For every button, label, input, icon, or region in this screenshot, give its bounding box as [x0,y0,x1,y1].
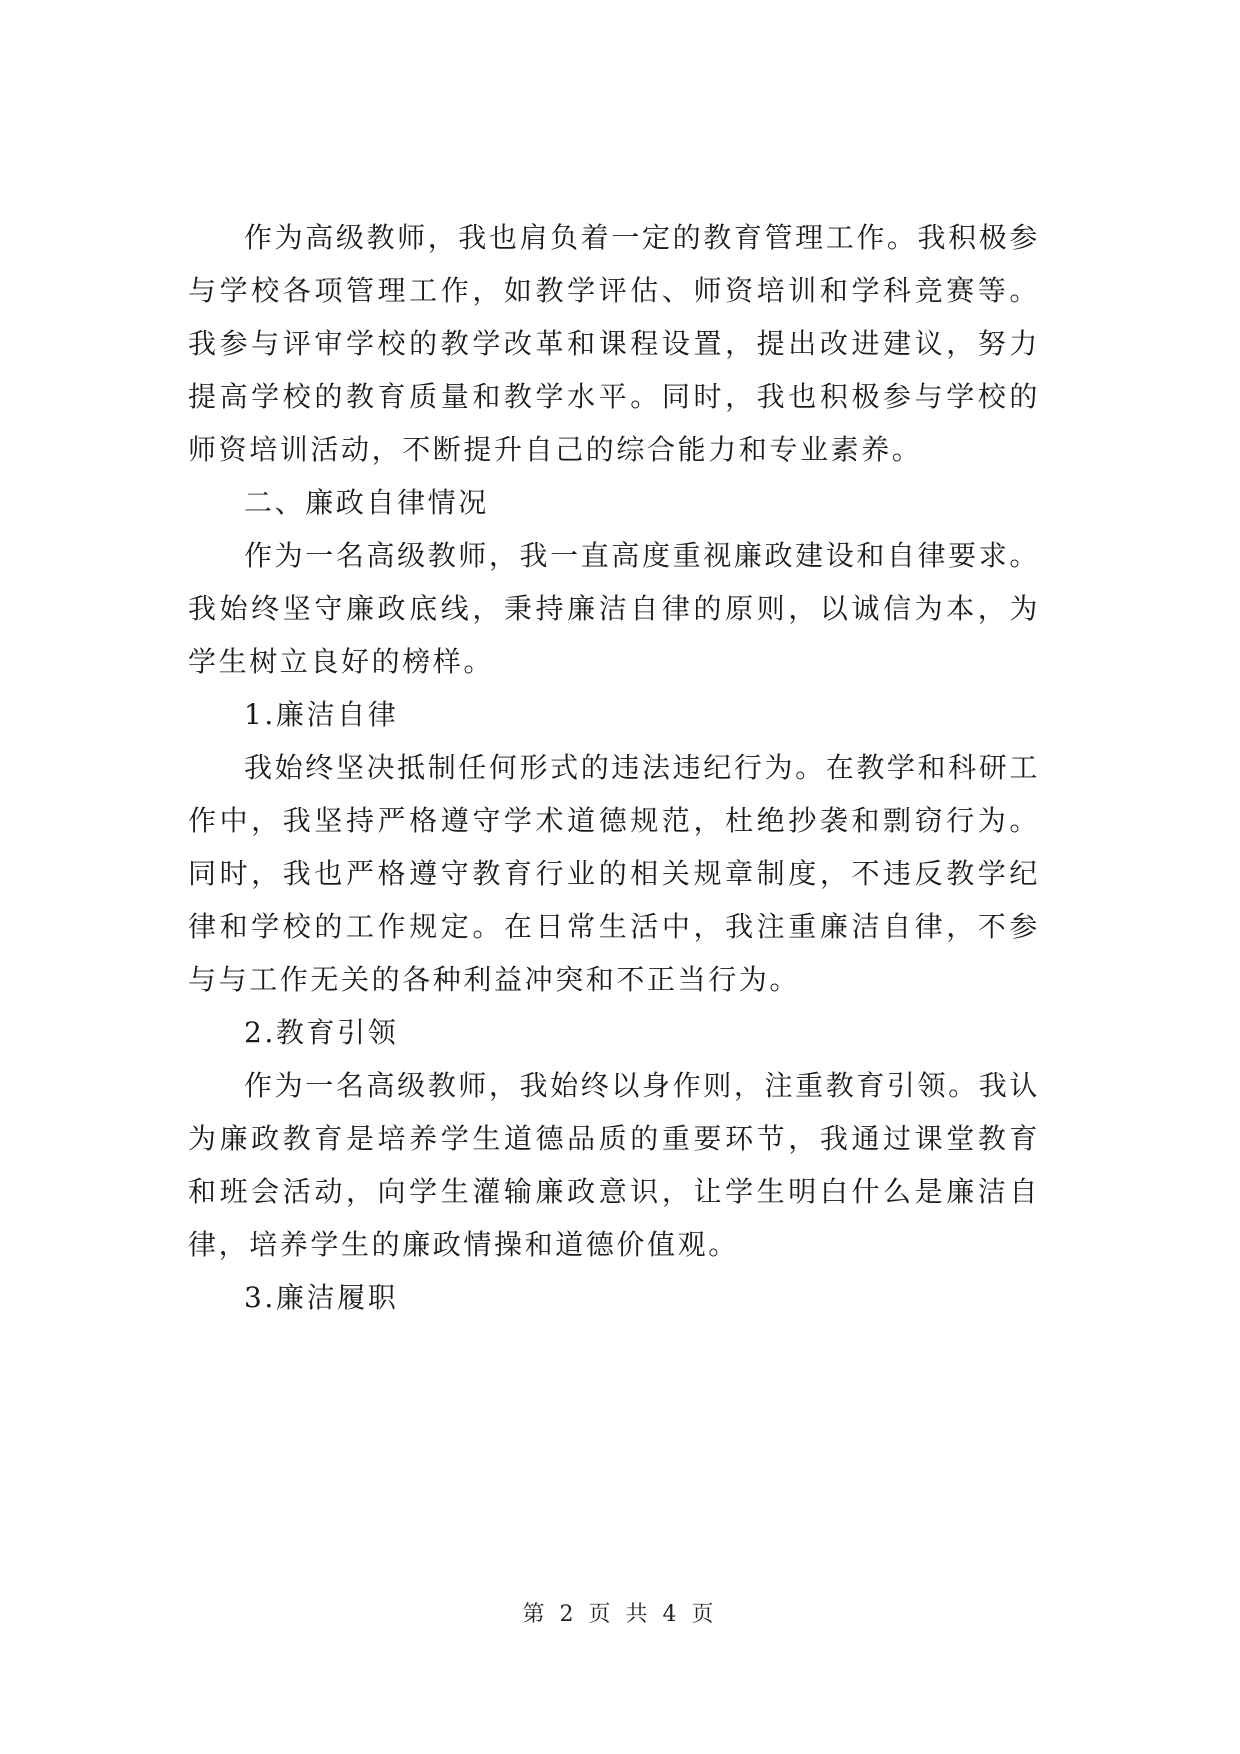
paragraph-education-guidance: 作为一名高级教师，我始终以身作则，注重教育引领。我认为廉政教育是培养学生道德品质的重要环节，我通过课堂教育和班会活动，向学生灌输廉政意识，让学生明白什么是廉洁自律，培养学生的廉政情操和道德价值观。 [188,1069,1040,1261]
subheading-honest-duty: 3.廉洁履职 [244,1281,399,1314]
page-number-footer: 第 2 页 共 4 页 [522,1602,718,1627]
subheading-self-discipline: 1.廉洁自律 [244,698,399,731]
section-heading-integrity: 二、廉政自律情况 [244,486,489,519]
paragraph-management-work: 作为高级教师，我也肩负着一定的教育管理工作。我积极参与学校各项管理工作，如教学评估、师资培训和学科竞赛等。我参与评审学校的教学改革和课程设置，提出改进建议，努力提高学校的教育质量和教学水平。同时，我也积极参与学校的师资培训活动，不断提升自己的综合能力和专业素养。 [188,221,1040,466]
document-body [188,211,1040,1324]
paragraph-integrity-intro: 作为一名高级教师，我一直高度重视廉政建设和自律要求。我始终坚守廉政底线，秉持廉洁自律的原则，以诚信为本，为学生树立良好的榜样。 [188,539,1040,678]
paragraph-self-discipline: 我始终坚决抵制任何形式的违法违纪行为。在教学和科研工作中，我坚持严格遵守学术道德规范，杜绝抄袭和剽窃行为。同时，我也严格遵守教育行业的相关规章制度，不违反教学纪律和学校的工作规定。在日常生活中，我注重廉洁自律，不参与与工作无关的各种利益冲突和不正当行为。 [188,751,1040,996]
subheading-education-guidance: 2.教育引领 [244,1016,399,1049]
